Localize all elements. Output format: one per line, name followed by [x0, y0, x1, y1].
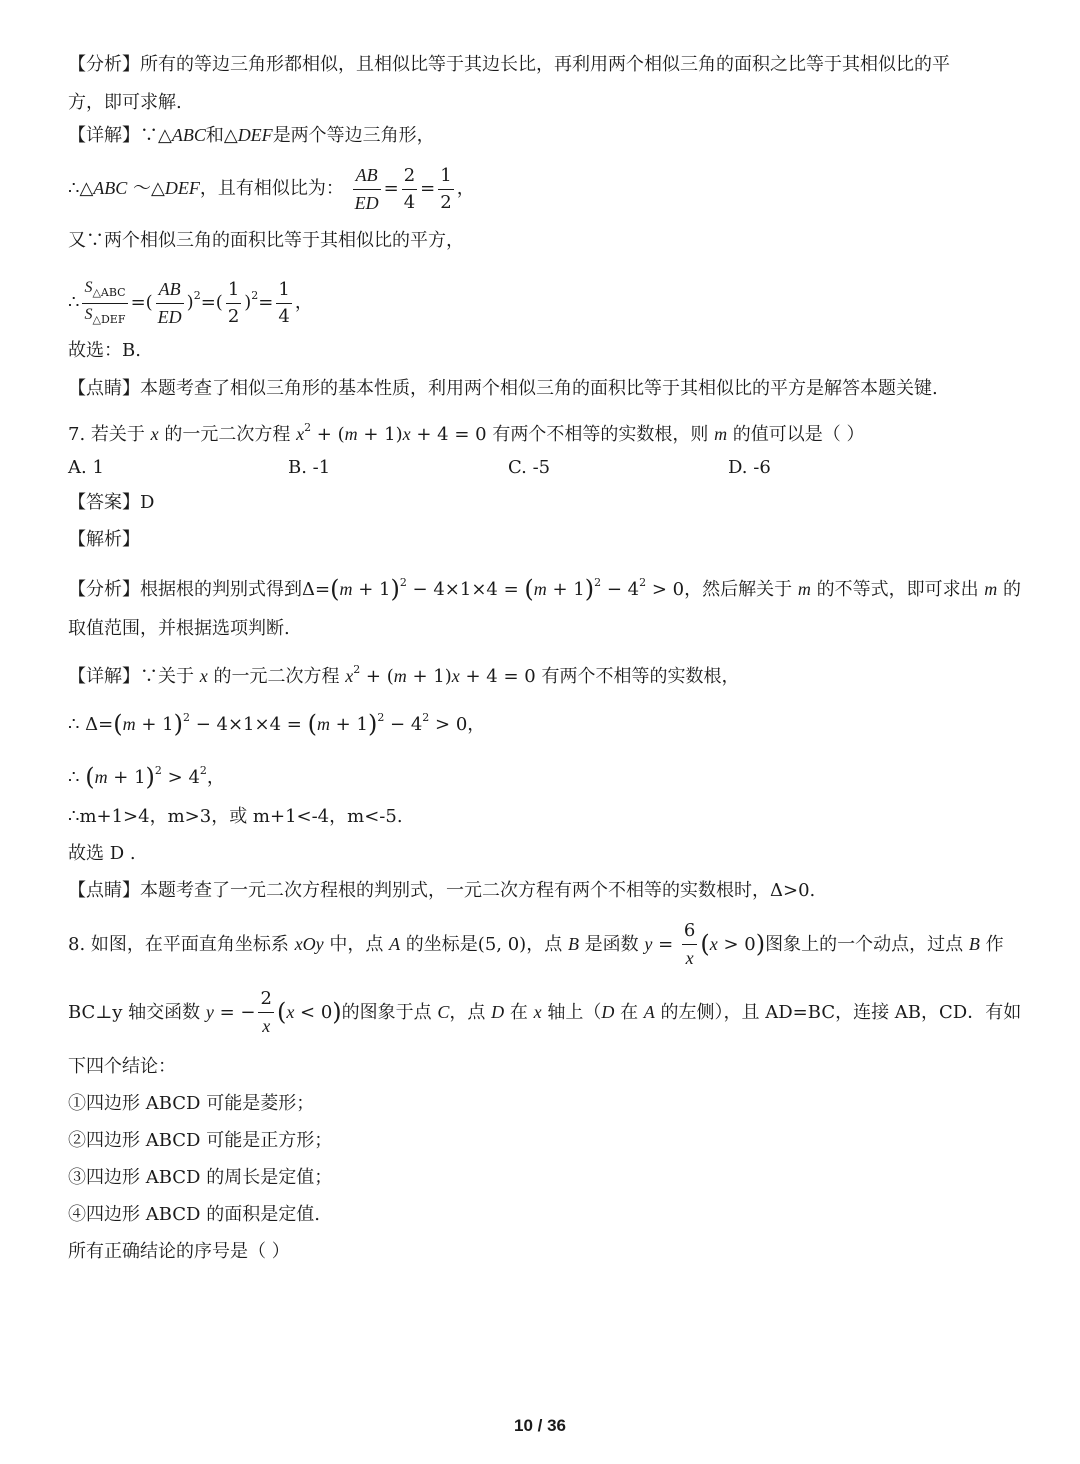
comment-line: 【点睛】本题考查了相似三角形的基本性质，利用两个相似三角的面积比等于其相似比的平方是解答本题关键. [68, 378, 938, 399]
page-total: 36 [547, 1416, 566, 1435]
fraction-2-4: $\frac{2}{4}$ [403, 164, 416, 213]
option-c[interactable]: C. -5 [508, 457, 551, 478]
choose-line: 故选：B. [68, 340, 141, 361]
page-current: 10 [513, 1416, 533, 1435]
similarity-ratio-line: ∴△ABC ～△DEF，且有相似比为： $\frac{AB}{ED}$ = $\frac{2}{4}$ = $\frac{1}{2}$ ， [68, 160, 1040, 216]
parse-heading: 【解析】 [68, 529, 140, 550]
q7-analysis-line-2: 取值范围，并根据选项判断. [68, 618, 290, 639]
conclusion-1: ①四边形 ABCD 可能是菱形； [68, 1093, 315, 1114]
q7-step-3: ∴m+1>4，m>3，或 m+1<-4，m<-5. [68, 806, 403, 827]
conclusion-4: ④四边形 ABCD 的面积是定值. [68, 1204, 320, 1225]
q7-detail-line: 【详解】∵关于 x 的一元二次方程 $x^2 + (m + 1)x + 4 = 0$ 有两个不相等的实数根， [68, 663, 740, 687]
area-ratio-line: ∴ $\frac{S_{\triangle ABC}}{S_{\triangle DEF}}$ =( $\frac{AB}{ED}$ )$^2$=( $\frac{1}{2}$ )$^2$= $\frac{1}{4}$ ， [68, 266, 1040, 326]
q7-comment: 【点睛】本题考查了一元二次方程根的判别式，一元二次方程有两个不相等的实数根时，Δ>0. [68, 880, 816, 901]
q7-step-2: ∴ $(m + 1)^2 > 4^2$， [68, 763, 225, 791]
page-indicator: 10 / 36 [513, 1416, 566, 1435]
analysis-paragraph: 【分析】所有的等边三角形都相似，且相似比等于其边长比，再利用两个相似三角的面积之比等于其相似比的平 方，即可求解. [68, 54, 950, 113]
answer-line: 【答案】D [68, 492, 155, 513]
fraction-area-ratio: $\frac{S_{\triangle ABC}}{S_{\triangle DEF}}$ [84, 278, 126, 326]
conclusion-3: ③四边形 ABCD 的周长是定值； [68, 1167, 333, 1188]
q7-analysis-line: 【分析】根据根的判别式得到$\Delta=(m + 1)^2 - 4\times 1\times 4 = (m + 1)^2 - 4^2 > 0$，然后解关于 m 的不等式，即可求出 m 的 [68, 575, 1022, 603]
question-7-options [68, 455, 1040, 481]
option-a[interactable]: A. 1 [68, 457, 104, 478]
detail-line: 【详解】∵△ABC和△DEF是两个等边三角形， [68, 125, 435, 146]
question-7-stem: 7. 若关于 x 的一元二次方程 $x^2 + (m + 1)x + 4 = 0$ 有两个不相等的实数根，则 m 的值可以是（ ） [68, 421, 865, 445]
fraction-ab-ed: $\frac{AB}{ED}$ [353, 162, 381, 217]
question-8-line-2: BC⊥y 轴交函数 y = − $\frac{2}{x}$ (x < 0)的图象于点 C，点 D 在 x 轴上（D 在 A 的左侧），且 AD=BC，连接 AB，CD．有如 [68, 988, 1022, 1036]
again-line: 又∵两个相似三角的面积比等于其相似比的平方， [68, 230, 464, 251]
option-b[interactable]: B. -1 [288, 457, 331, 478]
conclusion-2: ②四边形 ABCD 可能是正方形； [68, 1130, 333, 1151]
question-8-line-1: 8. 如图，在平面直角坐标系 xOy 中，点 A 的坐标是(5, 0)，点 B 是函数 y = $\frac{6}{x}$ (x > 0)图象上的一个动点，过点 B 作 [68, 920, 1004, 968]
fraction-1-2: $\frac{1}{2}$ [440, 164, 452, 213]
option-d[interactable]: D. -6 [728, 457, 771, 478]
question-8-line-3: 下四个结论： [68, 1056, 176, 1077]
q7-choose: 故选 D . [68, 843, 136, 864]
q7-step-1: ∴ $\Delta=(m + 1)^2 - 4\times 1\times 4 = (m + 1)^2 - 4^2 > 0$， [68, 710, 486, 738]
question-8-ask: 所有正确结论的序号是（ ） [68, 1241, 290, 1262]
